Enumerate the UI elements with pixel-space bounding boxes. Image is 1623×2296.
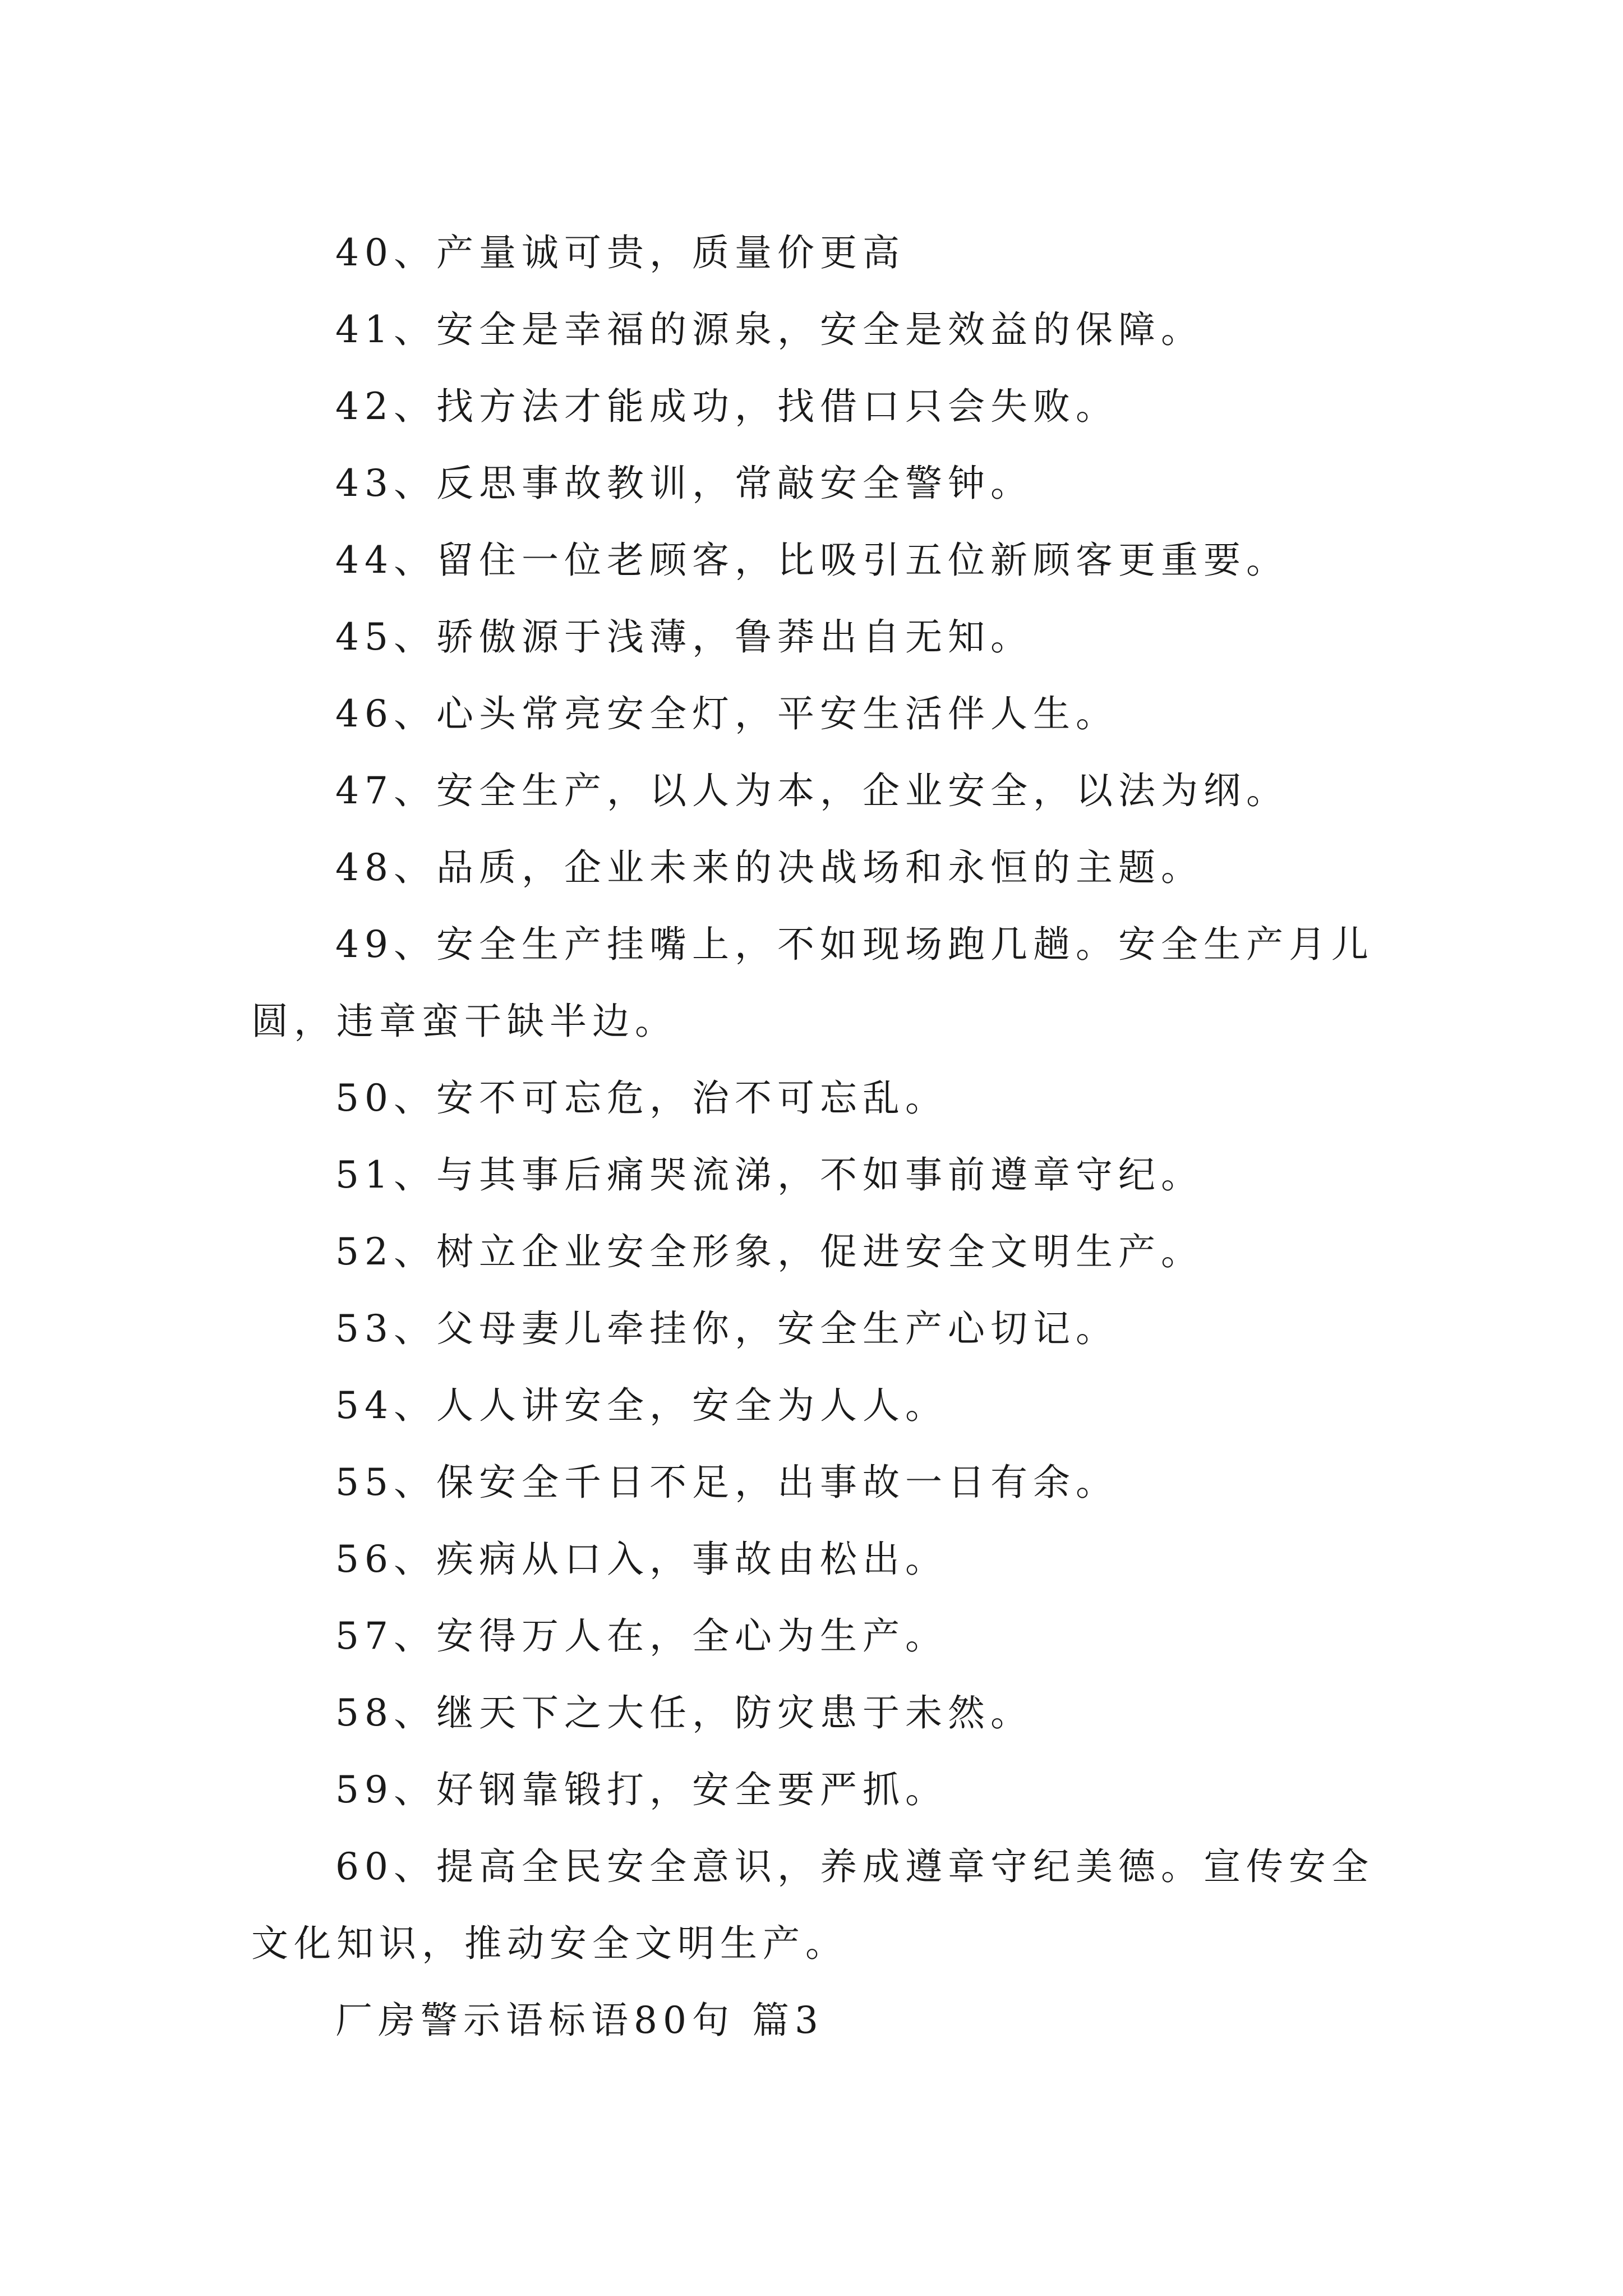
paragraph: 42、找方法才能成功，找借口只会失败。: [335, 385, 1118, 428]
paragraph: 49、安全生产挂嘴上，不如现场跑几趟。安全生产月儿圆，违章蛮干缺半边。: [251, 923, 1374, 1043]
paragraph: 43、反思事故教训，常敲安全警钟。: [335, 462, 1033, 505]
paragraph: 60、提高全民安全意识，养成遵章守纪美德。宣传安全文化知识，推动安全文明生产。: [251, 1845, 1374, 1965]
paragraph: 52、树立企业安全形象，促进安全文明生产。: [335, 1230, 1204, 1273]
document-body: [251, 214, 1377, 2059]
paragraph: 45、骄傲源于浅薄，鲁莽出自无知。: [335, 615, 1033, 659]
paragraph: 47、安全生产，以人为本，企业安全，以法为纲。: [335, 769, 1289, 812]
paragraph: 51、与其事后痛哭流涕，不如事前遵章守纪。: [335, 1153, 1204, 1197]
paragraph: 59、好钢靠锻打，安全要严抓。: [335, 1768, 948, 1811]
paragraph: 55、保安全千日不足，出事故一日有余。: [335, 1461, 1118, 1504]
paragraph: 41、安全是幸福的源泉，安全是效益的保障。: [335, 308, 1204, 351]
section-heading: 厂房警示语标语80句 篇3: [335, 1999, 824, 2042]
paragraph: 58、继天下之大任，防灾患于未然。: [335, 1691, 1033, 1734]
paragraph: 48、品质，企业未来的决战场和永恒的主题。: [335, 846, 1204, 889]
paragraph: 54、人人讲安全，安全为人人。: [335, 1384, 948, 1427]
paragraph: 44、留住一位老顾客，比吸引五位新顾客更重要。: [335, 539, 1289, 582]
paragraph: 57、安得万人在，全心为生产。: [335, 1614, 948, 1658]
paragraph: 56、疾病从口入，事故由松出。: [335, 1538, 948, 1581]
paragraph: 53、父母妻儿牵挂你，安全生产心切记。: [335, 1307, 1118, 1350]
paragraph: 46、心头常亮安全灯，平安生活伴人生。: [335, 692, 1118, 735]
paragraph: 40、产量诚可贵，质量价更高: [335, 231, 905, 274]
paragraph: 50、安不可忘危，治不可忘乱。: [335, 1076, 948, 1120]
